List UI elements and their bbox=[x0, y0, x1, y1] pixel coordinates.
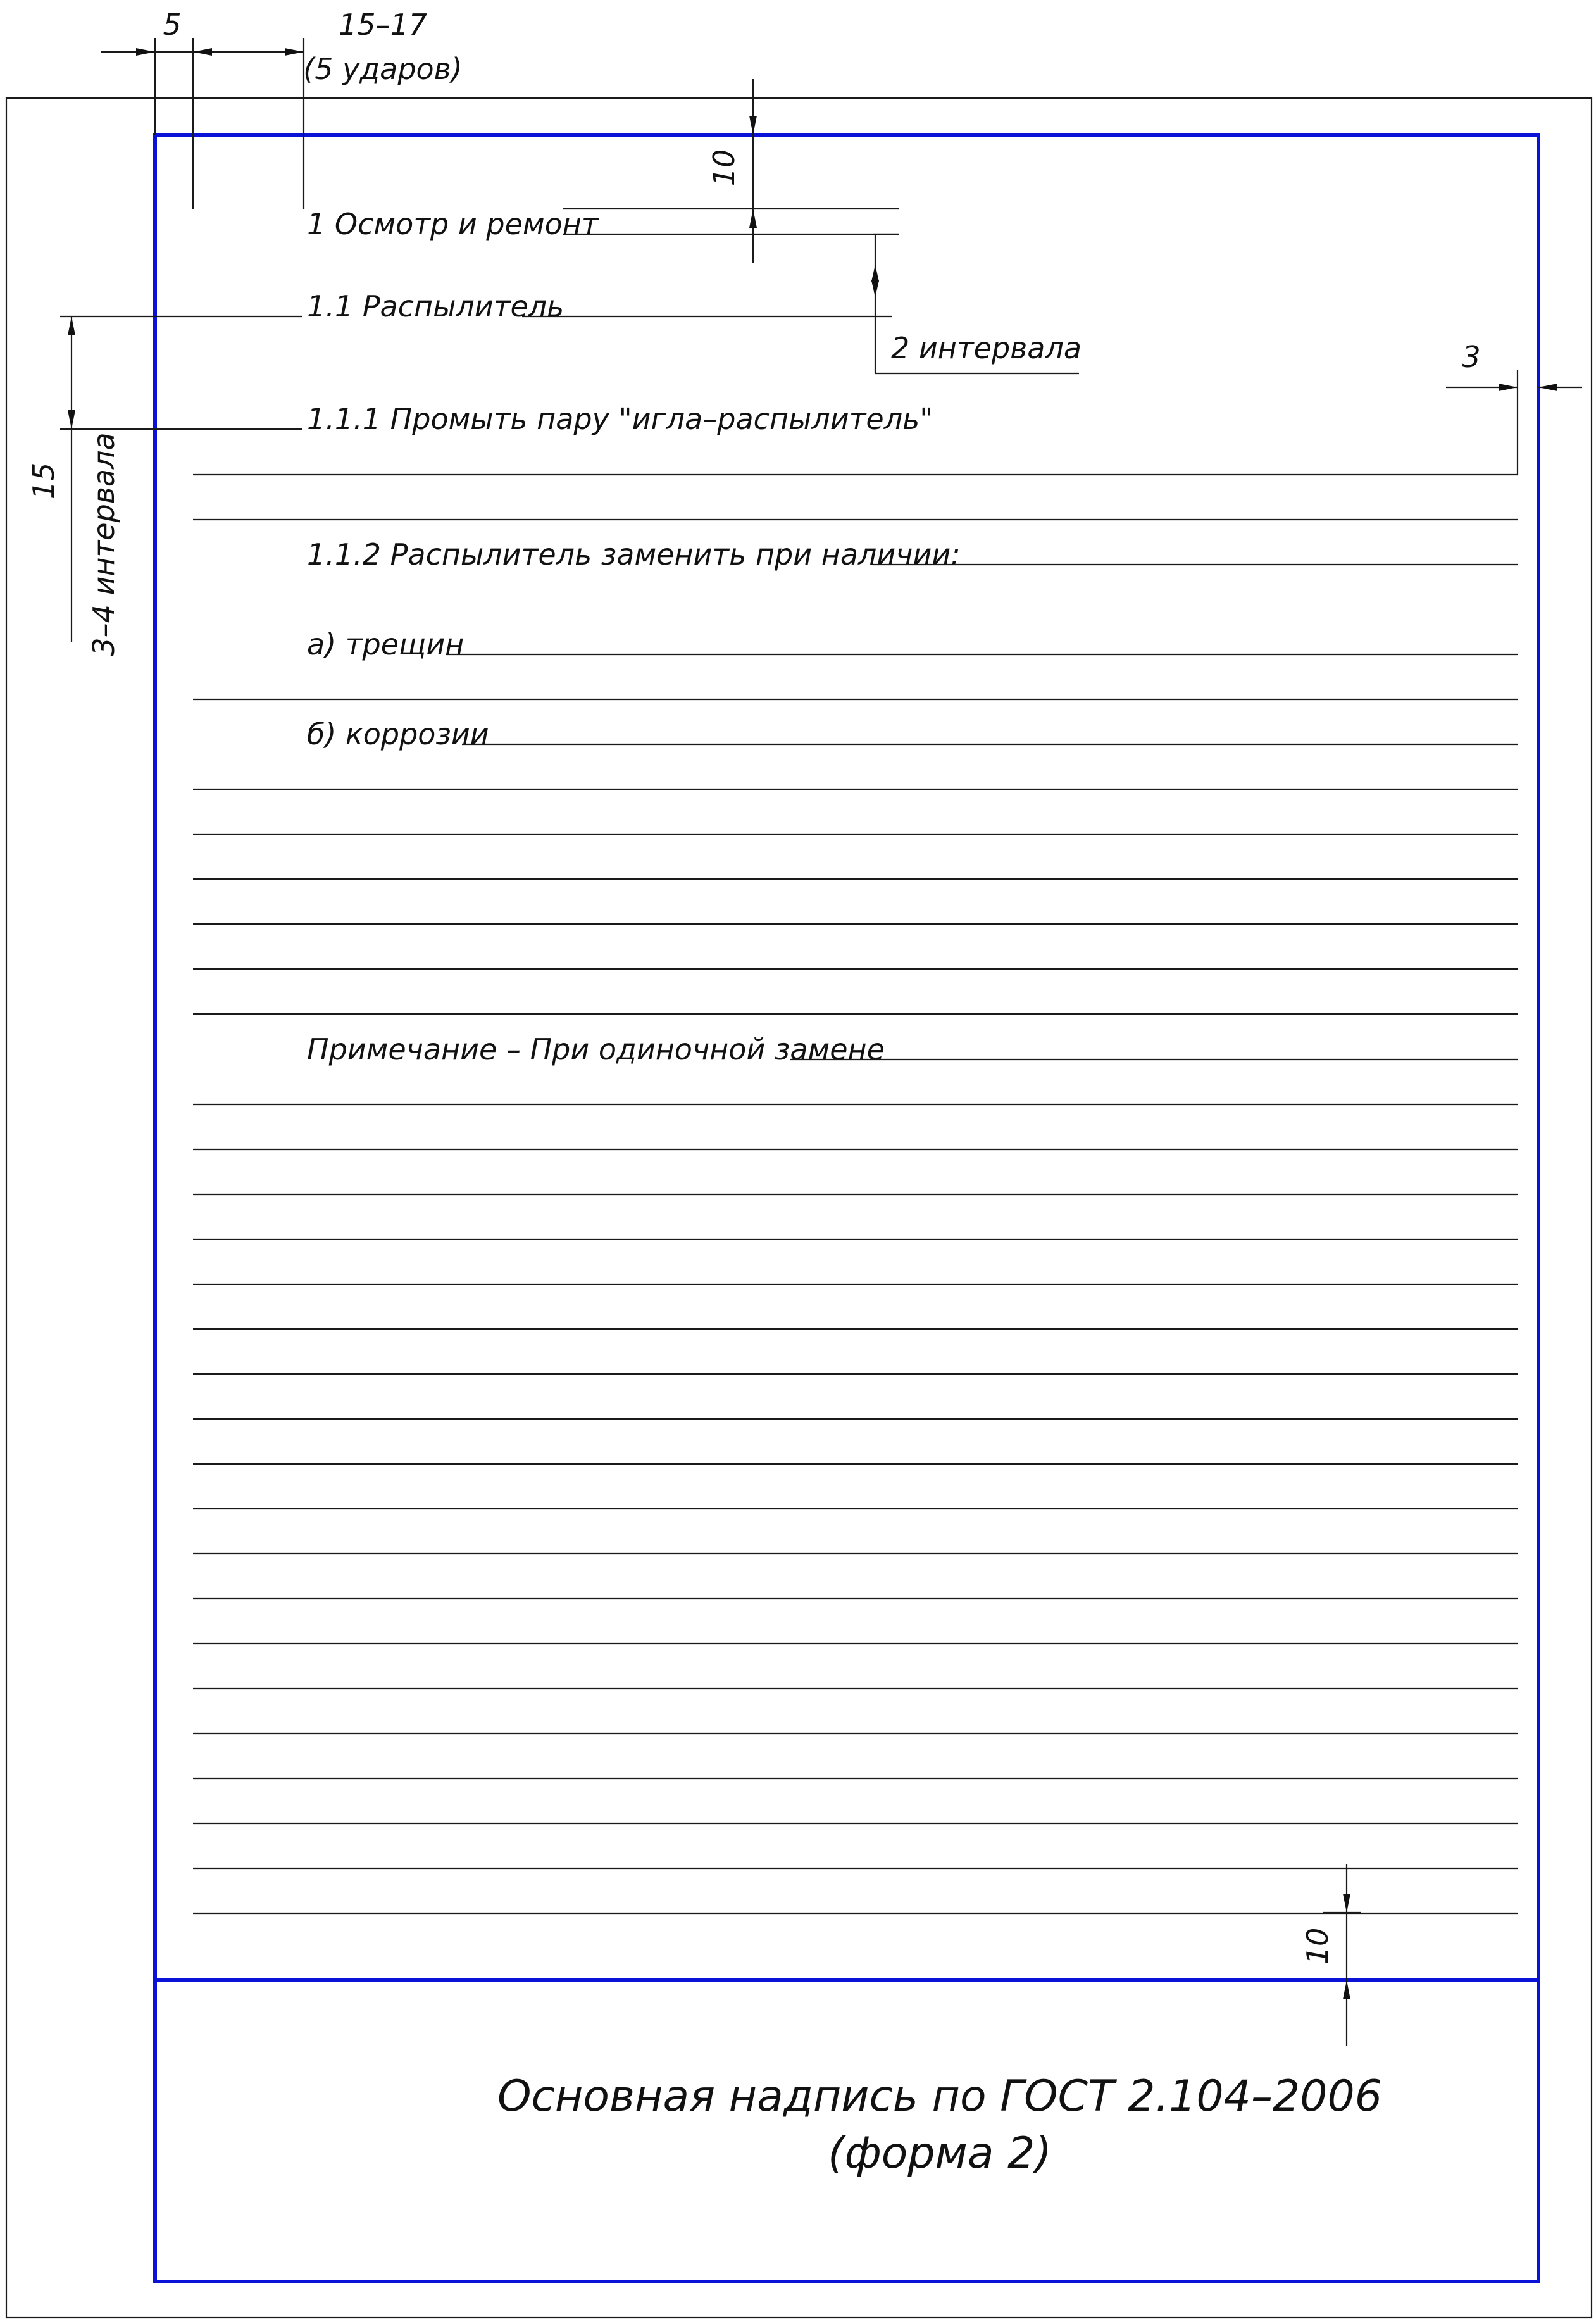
section-1-1-1-text: 1.1.1 Промыть пару "игла–распылитель" bbox=[307, 402, 933, 436]
dim-15-17-label: 15–17 bbox=[338, 8, 428, 42]
dim-bottom-10-label: 10 bbox=[1300, 1927, 1335, 1965]
title-block-line-1: Основная надпись по ГОСТ 2.104–2006 bbox=[497, 2071, 1383, 2121]
dim-right-3-label: 3 bbox=[1462, 340, 1481, 374]
right-3-dimension bbox=[1446, 340, 1582, 475]
top-10-dimension bbox=[563, 79, 899, 263]
section-1-1-2-text: 1.1.2 Распылитель заменить при наличии: bbox=[307, 537, 961, 572]
section-1-1-heading: 1.1 Распылитель bbox=[307, 289, 564, 323]
title-block-line-2: (форма 2) bbox=[828, 2128, 1052, 2178]
dim-left-3-4-intervals-label: 3–4 интервала bbox=[87, 432, 121, 656]
title-block bbox=[497, 2071, 1382, 2178]
section-1-heading: 1 Осмотр и ремонт bbox=[307, 207, 599, 241]
writing-rule-lines bbox=[193, 475, 1518, 1913]
item-a-text: а) трещин bbox=[307, 627, 464, 661]
two-intervals-dimension bbox=[871, 234, 1082, 373]
dim-left-15-label: 15 bbox=[27, 462, 61, 500]
dim-5-strokes-label: (5 ударов) bbox=[303, 52, 463, 86]
dim-5-label: 5 bbox=[163, 8, 182, 42]
bottom-10-dimension bbox=[1300, 1864, 1361, 2046]
item-b-text: б) коррозии bbox=[307, 717, 489, 751]
dim-two-intervals-label: 2 интервала bbox=[891, 331, 1082, 365]
left-15-dimension bbox=[27, 316, 302, 656]
note-text: Примечание – При одиночной замене bbox=[307, 1032, 885, 1066]
dim-top-10-label: 10 bbox=[707, 149, 741, 187]
